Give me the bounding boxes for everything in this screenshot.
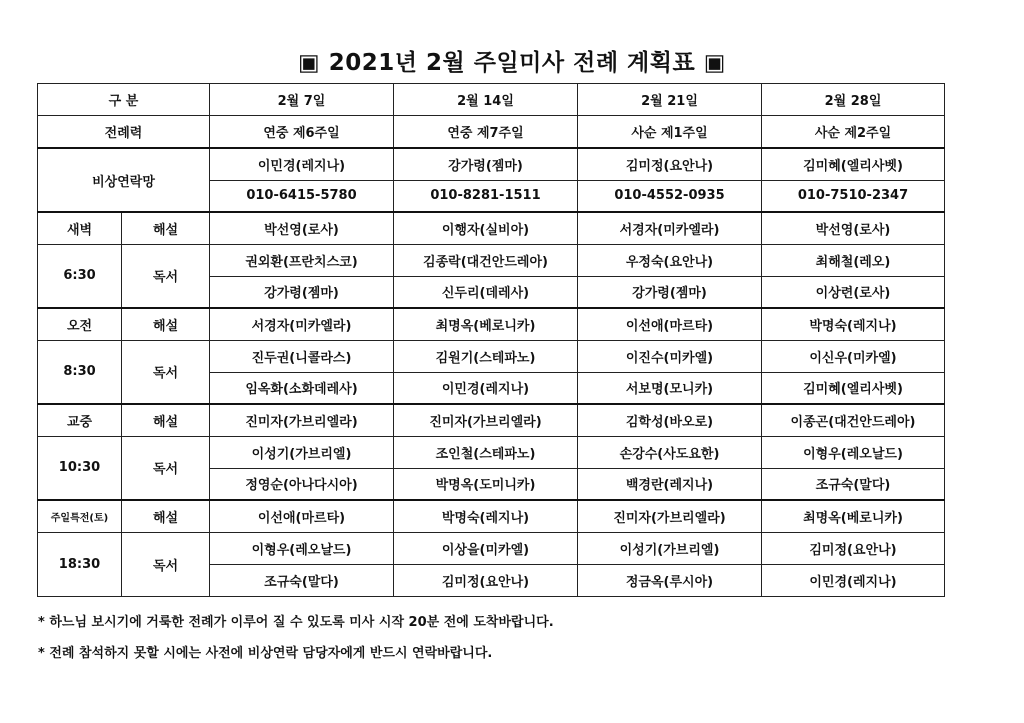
commentator-cell: 이선애(마르타) (578, 308, 762, 340)
reader-cell: 정금옥(루시아) (578, 564, 762, 596)
role-label: 독서 (122, 436, 210, 500)
mass-label: 새벽 (38, 212, 122, 244)
mass-time: 8:30 (38, 340, 122, 404)
commentator-cell: 박명숙(레지나) (394, 500, 578, 532)
role-label: 해설 (122, 500, 210, 532)
commentator-cell: 이선애(마르타) (210, 500, 394, 532)
reader-cell: 신두리(데레사) (394, 276, 578, 308)
commentator-cell: 최명옥(베로니카) (394, 308, 578, 340)
calendar-label: 전례력 (38, 116, 210, 149)
reader-cell: 이신우(미카엘) (762, 340, 945, 372)
reader-cell: 이성기(가브리엘) (578, 532, 762, 564)
reader-cell: 김원기(스테파노) (394, 340, 578, 372)
contact-phone: 010-4552-0935 (578, 180, 762, 212)
commentator-cell: 서경자(미카엘라) (578, 212, 762, 244)
commentator-cell: 김학성(바오로) (578, 404, 762, 436)
reader-cell: 우정숙(요안나) (578, 244, 762, 276)
note-line: * 전례 참석하지 못할 시에는 사전에 비상연락 담당자에게 반드시 연락바랍니다. (38, 646, 493, 661)
contact-name: 김미혜(엘리사벳) (762, 148, 945, 180)
reader-row (38, 436, 945, 468)
reader-cell: 정영순(아나다시아) (210, 468, 394, 500)
commentator-cell: 최명옥(베로니카) (762, 500, 945, 532)
reader-row (38, 532, 945, 564)
schedule-table (37, 83, 945, 597)
note-line: * 하느님 보시기에 거룩한 전례가 이루어 질 수 있도록 미사 시작 20분 전에 도착바랍니다. (38, 615, 554, 630)
contact-name: 김미정(요안나) (578, 148, 762, 180)
reader-cell: 이상련(로사) (762, 276, 945, 308)
contact-name: 이민경(레지나) (210, 148, 394, 180)
reader-cell: 강가령(젬마) (578, 276, 762, 308)
reader-cell: 김미혜(엘리사벳) (762, 372, 945, 404)
role-label: 독서 (122, 532, 210, 596)
commentator-cell: 진미자(가브리엘라) (578, 500, 762, 532)
reader-row (38, 340, 945, 372)
reader-cell: 이진수(미카엘) (578, 340, 762, 372)
reader-cell: 김미정(요안나) (762, 532, 945, 564)
reader-cell: 강가령(젬마) (210, 276, 394, 308)
calendar-cell: 사순 제2주일 (762, 116, 945, 149)
role-label: 해설 (122, 404, 210, 436)
contact-name-row (38, 148, 945, 180)
reader-cell: 김종락(대건안드레아) (394, 244, 578, 276)
commentator-cell: 서경자(미카엘라) (210, 308, 394, 340)
contact-phone: 010-7510-2347 (762, 180, 945, 212)
reader-cell: 권외환(프란치스코) (210, 244, 394, 276)
mass-label: 교중 (38, 404, 122, 436)
calendar-row (38, 116, 945, 149)
contact-name: 강가령(젬마) (394, 148, 578, 180)
commentator-cell: 이종곤(대건안드레아) (762, 404, 945, 436)
commentary-row (38, 500, 945, 532)
mass-time: 18:30 (38, 532, 122, 596)
date-cell: 2월 7일 (210, 84, 394, 116)
commentator-cell: 진미자(가브리엘라) (210, 404, 394, 436)
reader-cell: 조규숙(말다) (762, 468, 945, 500)
reader-cell: 조규숙(말다) (210, 564, 394, 596)
date-cell: 2월 21일 (578, 84, 762, 116)
reader-cell: 이형우(레오날드) (762, 436, 945, 468)
reader-cell: 이민경(레지나) (394, 372, 578, 404)
header-row (38, 84, 945, 116)
reader-cell: 손강수(사도요한) (578, 436, 762, 468)
reader-cell: 이상을(미카엘) (394, 532, 578, 564)
date-cell: 2월 14일 (394, 84, 578, 116)
reader-cell: 조인철(스테파노) (394, 436, 578, 468)
date-cell: 2월 28일 (762, 84, 945, 116)
commentator-cell: 박명숙(레지나) (762, 308, 945, 340)
commentary-row (38, 308, 945, 340)
role-label: 해설 (122, 308, 210, 340)
contact-phone: 010-6415-5780 (210, 180, 394, 212)
reader-cell: 이형우(레오날드) (210, 532, 394, 564)
role-label: 독서 (122, 340, 210, 404)
reader-cell: 서보명(모니카) (578, 372, 762, 404)
commentator-cell: 이행자(실비아) (394, 212, 578, 244)
role-label: 해설 (122, 212, 210, 244)
commentator-cell: 박선영(로사) (762, 212, 945, 244)
reader-cell: 진두권(니콜라스) (210, 340, 394, 372)
reader-cell: 이성기(가브리엘) (210, 436, 394, 468)
page-title: ▣ 2021년 2월 주일미사 전례 계획표 ▣ (298, 50, 726, 76)
mass-time: 10:30 (38, 436, 122, 500)
commentary-row (38, 212, 945, 244)
role-label: 독서 (122, 244, 210, 308)
reader-cell: 최해철(레오) (762, 244, 945, 276)
reader-cell: 임옥화(소화데레사) (210, 372, 394, 404)
contact-label: 비상연락망 (38, 148, 210, 212)
reader-cell: 박명옥(도미니카) (394, 468, 578, 500)
notes (38, 611, 554, 673)
mass-time: 6:30 (38, 244, 122, 308)
contact-phone: 010-8281-1511 (394, 180, 578, 212)
mass-label: 오전 (38, 308, 122, 340)
commentator-cell: 박선영(로사) (210, 212, 394, 244)
reader-cell: 백경란(레지나) (578, 468, 762, 500)
calendar-cell: 연중 제7주일 (394, 116, 578, 149)
commentator-cell: 진미자(가브리엘라) (394, 404, 578, 436)
calendar-cell: 사순 제1주일 (578, 116, 762, 149)
reader-row (38, 244, 945, 276)
reader-cell: 이민경(레지나) (762, 564, 945, 596)
calendar-cell: 연중 제6주일 (210, 116, 394, 149)
reader-cell: 김미정(요안나) (394, 564, 578, 596)
mass-label: 주일특전(토) (38, 500, 122, 532)
commentary-row (38, 404, 945, 436)
header-label: 구 분 (38, 84, 210, 116)
